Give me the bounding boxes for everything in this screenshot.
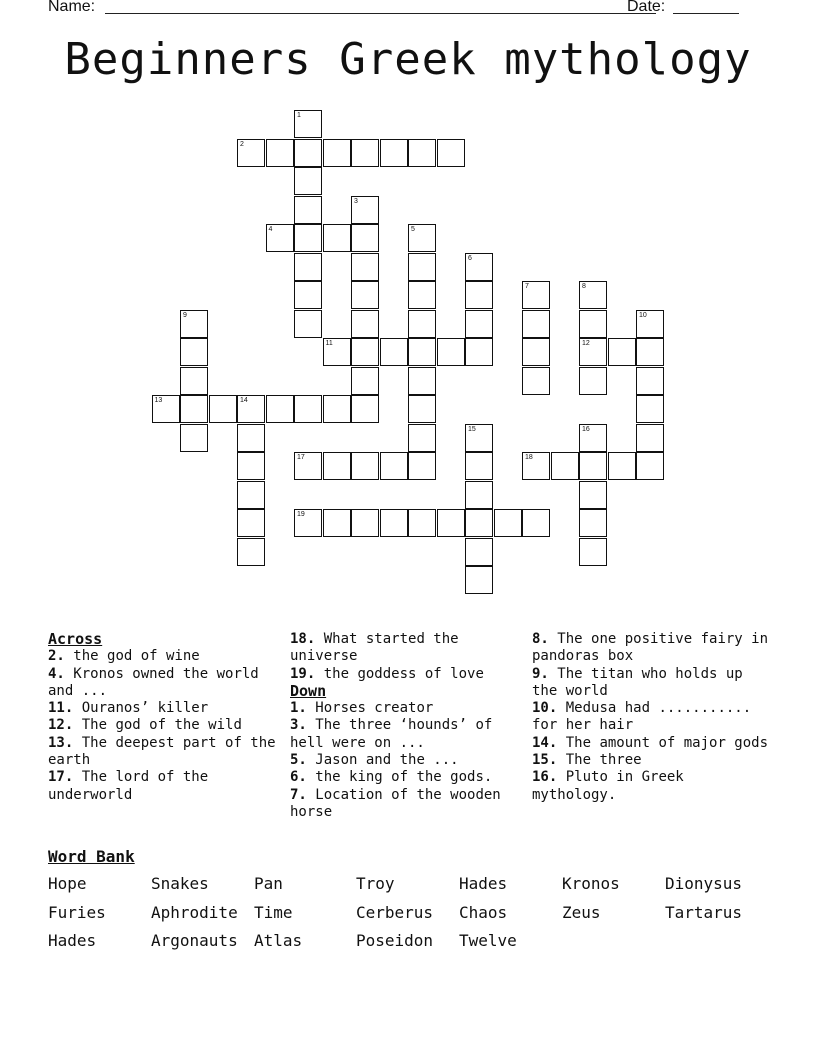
word-bank-item: Hades	[48, 931, 97, 950]
crossword-cell[interactable]	[294, 509, 322, 537]
crossword-cell[interactable]	[494, 509, 522, 537]
clue-number: 11.	[48, 700, 74, 717]
clue-number: 19	[297, 511, 305, 518]
crossword-cell[interactable]	[579, 452, 607, 480]
crossword-cell[interactable]	[294, 110, 322, 138]
clue-number: 15	[468, 425, 476, 433]
crossword-cell[interactable]	[294, 395, 322, 423]
crossword-cell[interactable]	[294, 196, 322, 224]
word-bank-item: Dionysus	[665, 874, 743, 893]
crossword-cell[interactable]	[380, 452, 408, 480]
crossword-cell[interactable]	[579, 281, 607, 309]
crossword-cell[interactable]	[579, 367, 607, 395]
clue-text: Medusa had ........... for her hair	[532, 700, 752, 734]
clue-text: What started the universe	[290, 631, 459, 665]
clue-text: The lord of the underworld	[48, 769, 209, 803]
crossword-cell[interactable]	[237, 424, 265, 452]
crossword-cell[interactable]	[522, 310, 550, 338]
clue-number: 1.	[290, 700, 307, 717]
crossword-cell[interactable]	[323, 509, 351, 537]
crossword-cell[interactable]	[551, 452, 579, 480]
clue-number: 3.	[290, 717, 307, 734]
crossword-cell[interactable]	[180, 338, 208, 366]
across-clue	[48, 769, 283, 804]
crossword-cell[interactable]	[351, 139, 379, 167]
down-heading: Down	[290, 681, 327, 700]
clue-number: 8.	[532, 631, 549, 647]
down-clue	[290, 769, 525, 786]
crossword-cell[interactable]	[294, 310, 322, 338]
crossword-cell[interactable]	[522, 509, 550, 537]
crossword-cell[interactable]	[465, 281, 493, 309]
word-bank-item: Aphrodite	[151, 903, 238, 922]
clue-number: 1	[297, 112, 301, 119]
clue-number: 14.	[532, 734, 558, 751]
clue-number: 15.	[532, 752, 558, 769]
crossword-cell[interactable]	[323, 452, 351, 480]
crossword-cell[interactable]	[636, 452, 664, 480]
crossword-cell[interactable]	[408, 310, 436, 338]
clue-column-1	[48, 631, 283, 804]
crossword-cell[interactable]	[408, 395, 436, 423]
word-bank-title: Word Bank	[48, 847, 135, 866]
crossword-cell[interactable]	[408, 424, 436, 452]
clue-number: 6	[468, 254, 472, 262]
clue-text: The deepest part of the earth	[48, 734, 276, 769]
crossword-cell[interactable]	[437, 509, 465, 537]
crossword-cell[interactable]	[323, 395, 351, 423]
crossword-cell[interactable]	[351, 196, 379, 224]
crossword-cell[interactable]	[294, 281, 322, 309]
crossword-cell[interactable]	[465, 253, 493, 281]
crossword-cell[interactable]	[465, 509, 493, 537]
crossword-cell[interactable]	[636, 367, 664, 395]
clue-number: 2	[240, 140, 244, 148]
word-bank-item: Argonauts	[151, 931, 238, 950]
across-clue	[48, 717, 283, 734]
clue-number: 14	[240, 397, 248, 404]
clue-text: The titan who holds up the world	[532, 665, 743, 699]
crossword-cell[interactable]	[465, 310, 493, 338]
crossword-cell[interactable]	[437, 338, 465, 366]
crossword-cell[interactable]	[152, 395, 180, 423]
clue-number: 17.	[48, 769, 74, 786]
clue-text: Ouranos’ killer	[81, 700, 209, 717]
crossword-cell[interactable]	[180, 424, 208, 452]
word-bank-item: Furies	[48, 903, 106, 922]
word-bank-item: Hope	[48, 874, 87, 893]
down-clue	[532, 752, 772, 769]
crossword-cell[interactable]	[465, 338, 493, 366]
down-clue	[532, 700, 772, 735]
down-clue	[532, 631, 772, 666]
word-bank-item: Poseidon	[356, 931, 434, 950]
crossword-cell[interactable]	[579, 481, 607, 509]
crossword-cell[interactable]	[608, 452, 636, 480]
clue-number: 5.	[290, 752, 307, 769]
word-bank-item: Kronos	[562, 874, 620, 893]
crossword-cell[interactable]	[522, 367, 550, 395]
clue-number: 13.	[48, 734, 74, 751]
clue-number: 18.	[290, 631, 316, 647]
crossword-cell[interactable]	[636, 395, 664, 423]
clue-number: 4.	[48, 665, 65, 682]
across-clue	[290, 666, 525, 683]
across-clue	[290, 631, 525, 666]
crossword-cell[interactable]	[294, 139, 322, 167]
clue-number: 12.	[48, 717, 74, 734]
word-bank-item: Pan	[254, 874, 283, 893]
down-clue	[532, 735, 772, 752]
clue-number: 9.	[532, 665, 549, 682]
crossword-cell[interactable]	[579, 424, 607, 452]
down-clue	[290, 787, 525, 822]
word-bank-item: Cerberus	[356, 903, 434, 922]
across-clue	[48, 648, 283, 665]
crossword-cell[interactable]	[465, 566, 493, 594]
down-clue	[532, 769, 772, 804]
clue-text: the god of wine	[73, 648, 200, 665]
crossword-cell[interactable]	[408, 338, 436, 366]
crossword-cell[interactable]	[465, 538, 493, 566]
clue-number: 2.	[48, 648, 65, 665]
across-clue	[48, 735, 283, 770]
clue-text: Jason and the ...	[315, 752, 459, 769]
down-clue	[290, 700, 525, 717]
name-label: Name:	[48, 0, 96, 15]
clue-number: 13	[154, 397, 163, 404]
crossword-cell[interactable]	[323, 139, 351, 167]
crossword-cell[interactable]	[579, 509, 607, 537]
down-clue	[290, 717, 525, 752]
clue-text: The three	[565, 752, 642, 769]
crossword-cell[interactable]	[323, 338, 351, 366]
clue-text: The three ‘hounds’ of hell were on ...	[290, 717, 493, 751]
crossword-cell[interactable]	[351, 253, 379, 281]
clue-number: 11	[325, 340, 333, 347]
clue-text: The god of the wild	[81, 717, 242, 734]
crossword-cell[interactable]	[408, 139, 436, 167]
crossword-cell[interactable]	[294, 452, 322, 480]
crossword-cell[interactable]	[209, 395, 237, 423]
crossword-cell[interactable]	[522, 281, 550, 309]
clue-number: 17	[297, 454, 305, 461]
crossword-cell[interactable]	[294, 167, 322, 195]
page-title: Beginners Greek mythology	[64, 34, 752, 85]
word-bank-item: Troy	[356, 874, 395, 893]
across-heading: Across	[48, 630, 103, 648]
word-bank-item: Atlas	[254, 931, 303, 950]
crossword-cell[interactable]	[408, 253, 436, 281]
crossword-cell[interactable]	[608, 338, 636, 366]
crossword-cell[interactable]	[351, 395, 379, 423]
crossword-cell[interactable]	[465, 452, 493, 480]
clue-text: Location of the wooden horse	[290, 786, 501, 820]
clue-number: 12	[582, 340, 590, 347]
word-bank-item: Chaos	[459, 903, 508, 922]
crossword-cell[interactable]	[237, 139, 265, 167]
clue-text: Kronos owned the world and ...	[48, 665, 259, 699]
crossword-cell[interactable]	[636, 310, 664, 338]
clue-number: 19.	[290, 665, 316, 682]
crossword-cell[interactable]	[323, 224, 351, 252]
crossword-cell[interactable]	[180, 310, 208, 338]
crossword-cell[interactable]	[408, 452, 436, 480]
crossword-cell[interactable]	[579, 338, 607, 366]
crossword-cell[interactable]	[408, 367, 436, 395]
crossword-cell[interactable]	[437, 139, 465, 167]
word-bank-item: Tartarus	[665, 903, 743, 922]
crossword-cell[interactable]	[636, 338, 664, 366]
clue-column-3	[532, 631, 772, 804]
clue-number: 6.	[290, 769, 307, 786]
clue-text: The one positive fairy in pandoras box	[532, 631, 769, 665]
crossword-cell[interactable]	[522, 338, 550, 366]
clue-number: 8	[582, 283, 586, 290]
word-bank-item: Hades	[459, 874, 508, 893]
date-label: Date:	[627, 0, 666, 15]
clue-number: 4	[268, 226, 273, 233]
word-bank-item: Twelve	[459, 931, 517, 950]
clue-number: 7.	[290, 786, 307, 803]
crossword-cell[interactable]	[465, 424, 493, 452]
clue-number: 16	[582, 425, 590, 433]
crossword-cell[interactable]	[351, 509, 379, 537]
crossword-cell[interactable]	[266, 395, 294, 423]
crossword-cell[interactable]	[408, 224, 436, 252]
crossword-cell[interactable]	[380, 338, 408, 366]
crossword-cell[interactable]	[351, 338, 379, 366]
crossword-cell[interactable]	[237, 395, 265, 423]
crossword-cell[interactable]	[465, 481, 493, 509]
crossword-cell[interactable]	[237, 452, 265, 480]
clue-number: 9	[183, 311, 187, 319]
crossword-cell[interactable]	[522, 452, 550, 480]
clue-text: the goddess of love	[323, 665, 484, 682]
word-bank-item: Zeus	[562, 903, 601, 922]
clue-number: 16.	[532, 769, 558, 786]
crossword-cell[interactable]	[266, 139, 294, 167]
crossword-cell[interactable]	[351, 310, 379, 338]
crossword-cell[interactable]	[351, 367, 379, 395]
clue-number: 10.	[532, 700, 558, 717]
crossword-cell[interactable]	[579, 538, 607, 566]
clue-number: 18	[525, 454, 533, 461]
crossword-cell[interactable]	[237, 481, 265, 509]
crossword-cell[interactable]	[351, 281, 379, 309]
down-clue	[290, 752, 525, 769]
clue-number: 5	[411, 226, 415, 233]
across-clue	[48, 666, 283, 701]
crossword-cell[interactable]	[180, 367, 208, 395]
clue-text: Pluto in Greek mythology.	[532, 769, 684, 803]
across-clue	[48, 700, 283, 717]
crossword-cell[interactable]	[380, 139, 408, 167]
clue-number: 7	[525, 283, 529, 290]
crossword-cell[interactable]	[237, 538, 265, 566]
clue-text: the king of the gods.	[315, 769, 493, 786]
crossword-cell[interactable]	[408, 281, 436, 309]
word-bank-item: Time	[254, 903, 293, 922]
clue-text: Horses creator	[315, 700, 434, 717]
clue-column-2	[290, 631, 525, 821]
crossword-cell[interactable]	[180, 395, 208, 423]
down-clue	[532, 666, 772, 701]
crossword-cell[interactable]	[380, 509, 408, 537]
crossword-cell[interactable]	[294, 224, 322, 252]
crossword-cell[interactable]	[636, 424, 664, 452]
crossword-cell[interactable]	[579, 310, 607, 338]
crossword-cell[interactable]	[294, 253, 322, 281]
crossword-cell[interactable]	[351, 452, 379, 480]
crossword-cell[interactable]	[237, 509, 265, 537]
crossword-cell[interactable]	[408, 509, 436, 537]
crossword-cell[interactable]	[351, 224, 379, 252]
clue-text: The amount of major gods	[565, 734, 769, 751]
clue-number: 10	[639, 311, 647, 319]
clue-number: 3	[354, 197, 358, 205]
crossword-cell[interactable]	[266, 224, 294, 252]
word-bank-item: Snakes	[151, 874, 209, 893]
